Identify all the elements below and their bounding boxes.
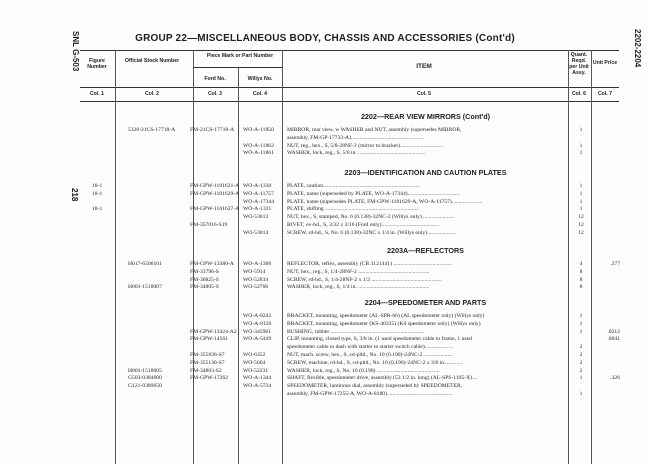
item-description-cell: RIVET, ov-hd., S, 3/32 x 3/16 (Ford only)......................................... <box>287 222 439 228</box>
willys-number-cell: WO-52231 <box>243 367 269 374</box>
item-description-cell: NUT, reg., hex., S, 5/8-28NF-2 (mirror to bracket)............................... <box>287 142 444 149</box>
ford-number-cell: FM-33796-S <box>190 268 219 275</box>
table-row <box>0 382 650 390</box>
col-label-2: Col. 2 <box>144 91 160 97</box>
col-label-6: Col. 6 <box>571 91 587 97</box>
stock-number-cell: H001-1518007 <box>128 284 162 291</box>
table-row <box>0 328 650 336</box>
ford-number-cell: FM-GPW-1101627-A <box>190 206 240 213</box>
ford-number-cell: FM-355130-S7 <box>190 359 225 366</box>
quantity-cell: 1 <box>579 320 583 327</box>
header-piece-mark: Piece Mark or Part Number <box>206 53 274 59</box>
willys-number-cell: WO-A-11861 <box>243 150 274 157</box>
header-item: ITEM <box>416 63 432 70</box>
willys-number-cell: WO-52706 <box>243 284 269 291</box>
willys-number-cell: WO-A-5734 <box>243 383 272 390</box>
willys-number-cell: WO-A-17344 <box>243 198 275 205</box>
item-description-cell: BRACKET, mounting, speedometer (AL-SPR-66) (AL speedometer only) (Willys only) <box>287 313 485 319</box>
header-unit-price: Unit Price <box>592 60 618 66</box>
table-row <box>0 320 650 328</box>
ford-number-cell: FM-36825-S <box>190 276 219 283</box>
quantity-cell: 1 <box>579 190 583 197</box>
table-row <box>0 126 650 134</box>
table-row <box>0 390 650 398</box>
quantity-cell: 8 <box>579 268 583 275</box>
willys-number-cell: WO-53013 <box>243 214 269 221</box>
table-row <box>0 312 650 320</box>
table-row <box>0 149 650 157</box>
table-row <box>0 260 650 268</box>
stock-number-cell: G503-0384600 <box>128 375 162 382</box>
willys-number-cell: WO-345961 <box>243 328 271 335</box>
item-description-cell: speedometer cable to dash with starter to starter switch cable).................... <box>287 344 453 351</box>
ford-number-cell: FM-357016-S19 <box>190 222 228 228</box>
col-label-5: Col. 5 <box>416 91 432 97</box>
quantity-cell: 2 <box>579 359 583 366</box>
quantity-cell: 4 <box>579 261 583 267</box>
quantity-cell: 1 <box>579 375 583 382</box>
quantity-cell: 2 <box>579 344 583 351</box>
willys-number-cell: WO-A-5449 <box>243 336 272 343</box>
quantity-cell: 12 <box>578 229 584 236</box>
willys-number-cell: WO-53014 <box>243 229 269 236</box>
col-label-3: Col. 3 <box>207 91 223 97</box>
side-label-left: SNL G-503 <box>71 31 80 72</box>
table-row <box>0 367 650 375</box>
ford-number-cell: FM-GPW-13380-A <box>190 261 234 267</box>
quantity-cell: 1 <box>579 206 583 213</box>
item-description-cell: MIRROR, rear view, w WASHER and NUT, assembly (supersedes MIRROR, <box>287 127 462 133</box>
unit-price-cell: .0212 <box>607 328 620 335</box>
figure-number-cell: 18-1 <box>92 206 103 213</box>
item-description-cell: assembly, FM-GP-17733-A).................................................... <box>287 134 424 141</box>
item-description-cell: NUT, mach. screw, hex., S, cd-pltd., No. 10 (0.190)-24NC-2...................... <box>287 352 454 358</box>
item-description-cell: WASHER, lock, reg., S, 1/4 in. ................................................... <box>287 284 430 291</box>
unit-price-cell: .326 <box>610 375 620 382</box>
table-row <box>0 335 650 343</box>
table-row <box>0 351 650 359</box>
quantity-cell: 1 <box>579 198 583 205</box>
page-number: 218 <box>70 188 79 202</box>
quantity-cell: 8 <box>579 284 583 291</box>
item-description-cell: CLIP, mounting, closed type, S, 3/8 in. (1 used speedometer cable to frame, 1 used <box>287 336 472 343</box>
stock-number-cell: H001-1518005 <box>128 367 162 374</box>
item-description-cell: SPEEDOMETER, luminous dial, assembly (superseded by SPEEDOMETER, <box>287 383 463 390</box>
ford-number-cell: FM-34805-S <box>190 284 219 291</box>
ford-number-cell: FM-355836-S7 <box>190 352 225 358</box>
figure-number-cell: 18-1 <box>92 190 103 197</box>
col-label-1: Col. 1 <box>89 91 105 97</box>
item-description-cell: WASHER, lock, reg., S, 5/8 in. ................................................ <box>287 150 426 157</box>
side-label-right: 2202-2204 <box>633 29 642 68</box>
willys-number-cell: WO-A-1330 <box>243 183 272 189</box>
item-description-cell: SCREW, rd-hd., S, 1/4-28NF-2 x 1/2 .................................................. <box>287 276 442 283</box>
table-row <box>0 374 650 382</box>
figure-number-cell: 18-1 <box>92 183 103 189</box>
willys-number-cell: WO-A-8126 <box>243 320 272 327</box>
quantity-cell: 1 <box>579 142 583 149</box>
header-quant: Quant. Reqd. per Unit Assy. <box>569 52 589 76</box>
quantity-cell: 8 <box>579 276 583 283</box>
item-description-cell: SHAFT, flexible, speedometer drive, assembly (53 1/2 in. long) (AL-SPS-1105-X).... <box>287 375 478 382</box>
willys-number-cell: WO-52834 <box>243 276 269 283</box>
table-row <box>0 276 650 284</box>
item-description-cell: assembly, FM-GPW-17255-A, WO-A-8180)............................................... <box>287 391 453 397</box>
ford-number-cell: FM-GPW-14561 <box>190 336 228 343</box>
quantity-cell: 1 <box>579 313 583 319</box>
table-row <box>0 343 650 351</box>
item-description-cell: PLATE, name (superseded by PLATE, WO-A-17344)..................................... <box>287 190 460 197</box>
stock-number-cell: G121-0389650 <box>128 383 162 390</box>
section-heading: 2204—SPEEDOMETER AND PARTS <box>364 298 487 307</box>
item-description-cell: PLATE, caution..................................................................... <box>287 183 420 189</box>
willys-number-cell: WO-A-1344 <box>243 375 272 382</box>
item-description-cell: PLATE, shifting ................................................................... <box>287 206 419 213</box>
header-official-stock: Official Stock Number <box>124 58 180 64</box>
quantity-cell: 1 <box>579 127 583 133</box>
willys-number-cell: WO-5914 <box>243 268 266 275</box>
ford-number-cell: FM-GPW-17262 <box>190 375 228 382</box>
willys-number-cell: WO-A-11757 <box>243 190 274 197</box>
quantity-cell: 12 <box>578 214 584 221</box>
page-title: GROUP 22—MISCELLANEOUS BODY, CHASSIS AND ACCESSORIES (Cont'd) <box>135 33 515 44</box>
header-figure-number: Figure Number <box>87 58 107 70</box>
quantity-cell: 1 <box>579 391 583 397</box>
item-description-cell: PLATE, name (supersedes PLATE, FM-GPW-1101629-A, WO-A-11757)...................... <box>287 198 483 205</box>
quantity-cell: 2 <box>579 367 583 374</box>
ford-number-cell: FM-GPW-1101629-A <box>190 190 240 197</box>
item-description-cell: SCREW, rd-hd., S, No. 6 (0.138)-32NC x 1/4 in. (Willys only)..................... <box>287 229 457 236</box>
col-label-7: Col. 7 <box>597 91 613 97</box>
item-description-cell: NUT, hex., reg., S, 1/4-28NF-2 ................................................... <box>287 268 430 275</box>
section-heading: 2202—REAR VIEW MIRRORS (Cont'd) <box>360 112 491 121</box>
willys-number-cell: WO-A-1306 <box>243 261 272 267</box>
quantity-cell: 1 <box>579 150 583 157</box>
table-row <box>0 205 650 213</box>
willys-number-cell: WO-A-11850 <box>243 127 274 133</box>
section-heading: 2203A—REFLECTORS <box>387 246 464 255</box>
willys-number-cell: WO-6352 <box>243 352 266 358</box>
table-row <box>0 283 650 291</box>
table-row <box>0 359 650 367</box>
table-row <box>0 268 650 276</box>
stock-number-cell: H017-6506101 <box>128 261 162 267</box>
willys-number-cell: WO-A-1331 <box>243 206 272 213</box>
item-description-cell: SCREW, machine, rd-hd., S, cd-pltd., No. 10 (0.190)-24NC-2 x 3/8 in............. <box>287 359 463 366</box>
table-row <box>0 229 650 237</box>
table-row <box>0 198 650 206</box>
item-description-cell: REFLECTOR, reflex, assembly (CB 3121441) .......................................... <box>287 261 453 267</box>
item-description-cell: WASHER, lock, reg., S, No. 10 (0.190) ............................................. <box>287 367 440 374</box>
table-row <box>0 213 650 221</box>
section-heading: 2203—IDENTIFICATION AND CAUTION PLATES <box>344 168 507 177</box>
quantity-cell: 1 <box>579 328 583 335</box>
table-header <box>80 50 619 102</box>
ford-number-cell: FM-21CS-17718-A <box>190 127 235 133</box>
ford-number-cell: FM-GPW-1101621-A <box>190 183 240 189</box>
stock-number-cell: 5320-21CS-17718-A <box>128 127 176 133</box>
table-row <box>0 182 650 190</box>
unit-price-cell: .0041 <box>607 336 620 343</box>
header-ford-no: Ford No. <box>204 76 226 82</box>
ford-number-cell: FM-GPW-13424-A2 <box>190 328 237 335</box>
willys-number-cell: WO-A-8242 <box>243 313 272 319</box>
item-description-cell: BUSHING, rubber ................................................................... <box>287 328 425 335</box>
ford-number-cell: FM-34803-S2 <box>190 367 222 374</box>
willys-number-cell: WO-5064 <box>243 359 266 366</box>
quantity-cell: 12 <box>578 222 584 228</box>
unit-price-cell: .277 <box>610 261 620 267</box>
quantity-cell: 2 <box>579 352 583 358</box>
table-row <box>0 134 650 142</box>
quantity-cell: 1 <box>579 183 583 189</box>
item-description-cell: BRACKET, mounting, speedometer (KS-40335) (KS speedometer only) (Willys only) <box>287 320 481 327</box>
col-label-4: Col. 4 <box>252 91 268 97</box>
table-row <box>0 142 650 150</box>
table-row <box>0 221 650 229</box>
header-willys-no: Willys No. <box>247 76 273 82</box>
item-description-cell: NUT, hex., S, stamped, No. 6 (0.138)-32NC-2 (Willys only)....................... <box>287 214 454 221</box>
table-row <box>0 190 650 198</box>
willys-number-cell: WO-A-11862 <box>243 142 274 149</box>
